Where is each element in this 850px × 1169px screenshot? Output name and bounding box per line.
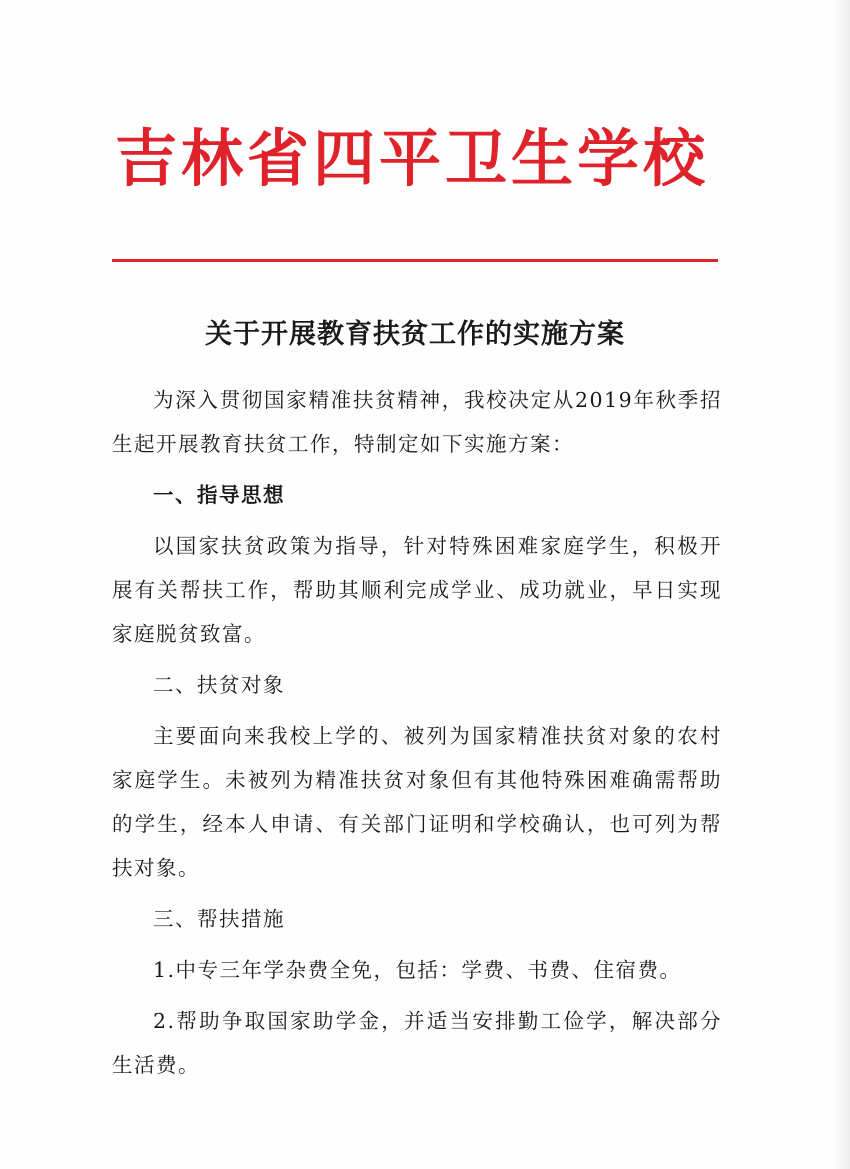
document-title: 关于开展教育扶贫工作的实施方案 — [205, 319, 625, 350]
section-heading-assistance-measures: 三、帮扶措施 — [153, 907, 285, 931]
section-paragraph: 主要面向来我校上学的、被列为国家精准扶贫对象的农村家庭学生。未被列为精准扶贫对象但有其他特殊困难确需帮助的学生，经本人申请、有关部门证明和学校确认，也可列为帮扶对象。 — [112, 724, 722, 880]
letterhead-red-rule — [112, 259, 718, 262]
section-heading-guiding-thought: 一、指导思想 — [153, 483, 285, 507]
letterhead-school-name: 吉林省四平卫生学校 — [114, 122, 709, 195]
measure-item: 2.帮助争取国家助学金，并适当安排勤工俭学，解决部分生活费。 — [112, 1009, 722, 1077]
intro-paragraph: 为深入贯彻国家精准扶贫精神，我校决定从2019年秋季招生起开展教育扶贫工作，特制定如下实施方案： — [112, 388, 722, 456]
section-heading-target-group: 二、扶贫对象 — [153, 673, 285, 697]
measure-item: 1.中专三年学杂费全免，包括：学费、书费、住宿费。 — [153, 958, 682, 982]
page-edge-shadow — [832, 0, 850, 1169]
document-body — [112, 378, 722, 1087]
section-paragraph: 以国家扶贫政策为指导，针对特殊困难家庭学生，积极开展有关帮扶工作，帮助其顺利完成学业、成功就业，早日实现家庭脱贫致富。 — [112, 534, 722, 646]
